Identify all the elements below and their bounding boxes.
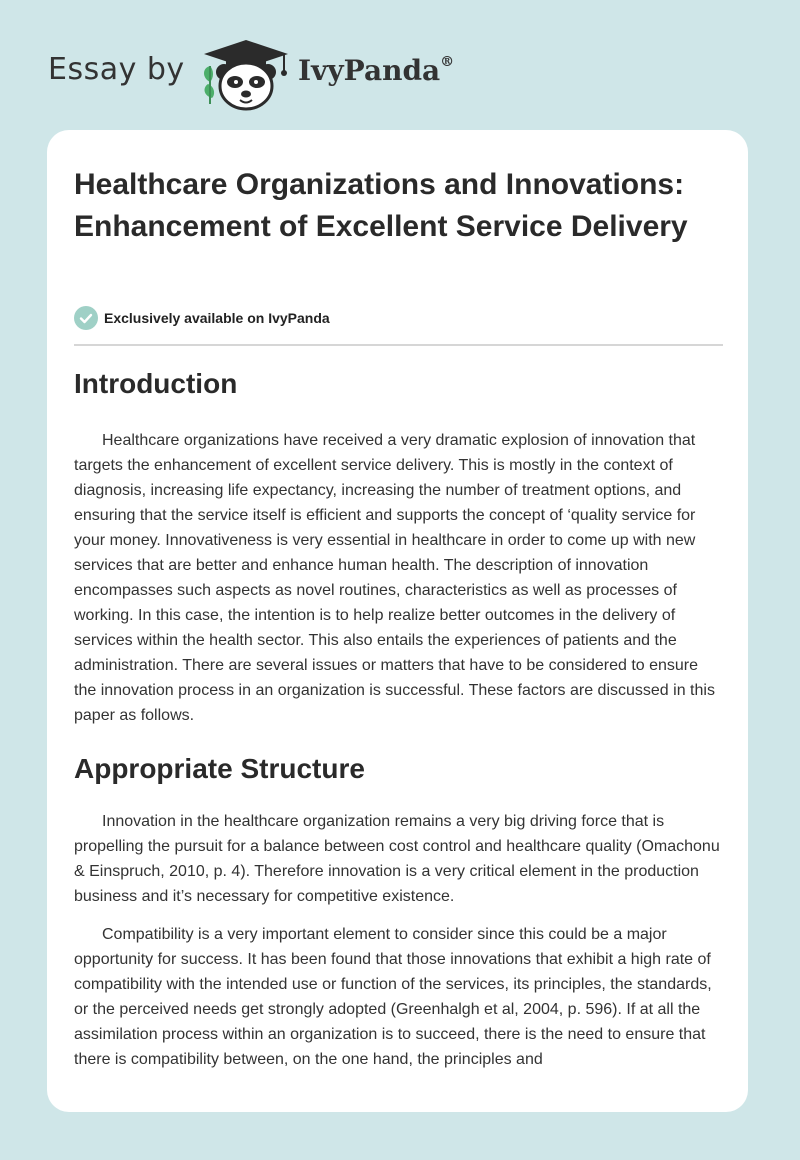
exclusive-badge [74,306,330,330]
paragraph: Innovation in the healthcare organization remains a very big driving force that is propelling the pursuit for a balance between cost control and healthcare quality (Omachonu & Einspruch, 2010, p. 4). Therefore innovation is a very critical element in the production business and it’s necessary for competitive existence. [74,813,720,905]
site-header [0,0,800,130]
paragraph: Compatibility is a very important element to consider since this could be a major opportunity for success. It has been found that those innovations that exhibit a high rate of compatibility with the intended use or function of the services, its principles, the standards, or the perceived needs get strongly adopted (Greenhalgh et al, 2004, p. 596). If at all the assimilation process within an organization is to succeed, there is the need to ensure that there is compatibility between, on the one hand, the principles and [74,926,712,1068]
panda-graduate-icon[interactable] [198,38,294,112]
article-body [74,364,723,1072]
brand-name: IvyPanda [298,54,441,87]
title-divider [74,344,723,346]
essay-by-label: Essay by [48,52,185,87]
exclusive-label: Exclusively available on IvyPanda [104,310,330,326]
paragraph: Healthcare organizations have received a very dramatic explosion of innovation that targets the enhancement of excellent service delivery. This is mostly in the context of diagnosis, increasing life expectancy, increasing the number of treatment options, and ensuring that the service itself is efficient and supports the concept of ‘quality service for your money. Innovativeness is very essential in healthcare in order to come up with new services that are better and enhance human health. The description of innovation encompasses such aspects as novel routines, characteristics as well as processes of working. In this case, the intention is to help realize better outcomes in the delivery of services within the health sector. This also entails the experiences of patients and the administration. There are several issues or matters that have to be considered to ensure the innovation process in an organization is successful. These factors are discussed in this paper as follows. [74,432,715,724]
article-title: Healthcare Organizations and Innovations: Enhancement of Excellent Service Delivery [74,168,688,243]
section-heading-introduction: Introduction [74,368,238,399]
section-heading-appropriate-structure: Appropriate Structure [74,753,365,784]
article-card [47,130,748,1112]
brand-logo-text[interactable] [298,54,454,87]
registered-mark: ® [440,53,455,70]
check-badge-icon [74,306,98,330]
